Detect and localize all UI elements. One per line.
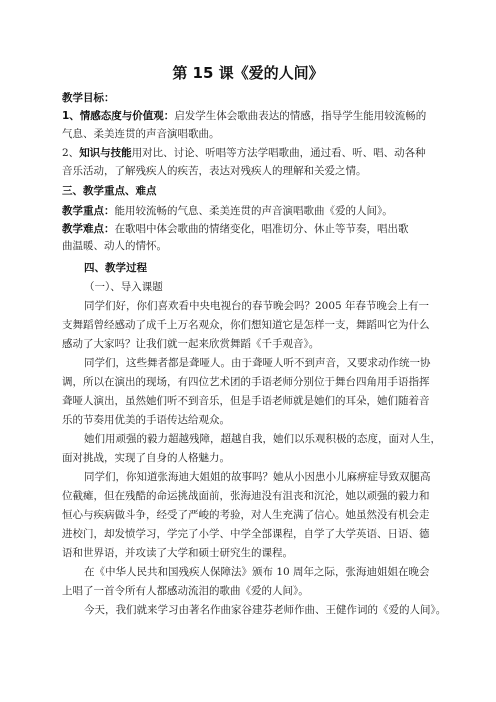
paragraph-line: 同学们好，你们喜欢看中央电视台的春节晚会吗？2005 年春节晚会上有一	[84, 300, 430, 312]
paragraph-line: 感动了大家吗？让我们就一起来欣赏舞蹈《千手观音》。	[62, 338, 320, 350]
paragraph-line: 同学们，这些舞者都是聋哑人。由于聋哑人听不到声音，又要求动作统一协	[84, 357, 431, 369]
paragraph-line: 位截瘫，但在残酷的命运挑战面前，张海迪没有沮丧和沉沦，她以顽强的毅力和	[62, 490, 430, 502]
section-3-heading: 三、教学重点、难点	[62, 185, 157, 197]
paragraph-line: 今天，我们就来学习由著名作曲家谷建芬老师作曲、王健作词的《爱的人间》。	[84, 604, 447, 616]
objective-2-text: 用对比、讨论、听唱等方法学唱歌曲，通过看、听、唱、动各种	[131, 147, 426, 159]
objective-1-text: 启发学生体会歌曲表达的情感，指导学生能用较流畅的	[174, 110, 427, 122]
objectives-heading: 教学目标：	[62, 92, 115, 104]
paragraph-line: 聋哑人演出，虽然她们听不到音乐，但是手语老师就是她们的耳朵，她们随着音	[62, 395, 430, 407]
paragraph-line: 上唱了一首令所有人都感动流泪的歌曲《爱的人间》。	[62, 585, 309, 597]
paragraph-line: 支舞蹈曾经感动了成千上万名观众，你们想知道它是怎样一支，舞蹈叫它为什么	[62, 319, 430, 331]
difficulty-label: 教学难点：	[62, 223, 115, 235]
objective-1-line-1	[62, 110, 434, 123]
difficulty-line-2: 曲温暖、动人的情怀。	[62, 240, 167, 252]
focus-label: 教学重点：	[62, 205, 115, 217]
difficulty-text: 在歌唱中体会歌曲的情绪变化，唱准切分、休止等节奏，唱出歌	[114, 223, 409, 235]
objective-2-prefix: 2、	[62, 147, 80, 159]
objective-2-line-2: 音乐活动，了解残疾人的疾苦，表达对残疾人的理解和关爱之情。	[62, 165, 367, 177]
paragraph-line: 面对挑战，实现了自身的人格魅力。	[62, 452, 230, 464]
section-4-heading: 四、教学过程	[84, 262, 147, 274]
objective-2-label: 知识与技能	[79, 147, 132, 159]
paragraph-line: 在《中华人民共和国残疾人保障法》颁布 10 周年之际，张海迪姐姐在晚会	[84, 566, 430, 578]
difficulty-line-1	[62, 223, 434, 236]
objective-1-line-2: 气息、柔美连贯的声音演唱歌曲。	[62, 128, 220, 140]
page-title: 第 15 课《爱的人间》	[172, 64, 324, 82]
paragraph-line: 语和世界语，并攻读了大学和硕士研究生的课程。	[62, 547, 293, 559]
paragraph-line: 乐的节奏用优美的手语传达给观众。	[62, 414, 230, 426]
paragraph-line: 进校门，却发愤学习，学完了小学、中学全部课程，自学了大学英语、日语、德	[62, 528, 430, 540]
paragraph-line: 她们用顽强的毅力超越残障，超越自我，她们以乐观积极的态度，面对人生，	[84, 433, 441, 445]
objective-1-label: 1、情感态度与价值观：	[62, 110, 175, 122]
paragraph-line: 同学们，你知道张海迪大姐姐的故事吗？她从小因患小儿麻痹症导致双腿高	[84, 471, 431, 483]
objective-2-line-1	[62, 147, 434, 160]
subsection-1-heading: （一）、导入课题	[84, 281, 163, 293]
paragraph-line: 恒心与疾病做斗争，经受了严峻的考验，对人生充满了信心。她虽然没有机会走	[62, 509, 430, 521]
focus-line	[62, 205, 434, 218]
paragraph-line: 调，所以在演出的现场，有四位艺术团的手语老师分别位于舞台四角用手语指挥	[62, 376, 430, 388]
focus-text: 能用较流畅的气息、柔美连贯的声音演唱歌曲《爱的人间》。	[114, 205, 393, 217]
